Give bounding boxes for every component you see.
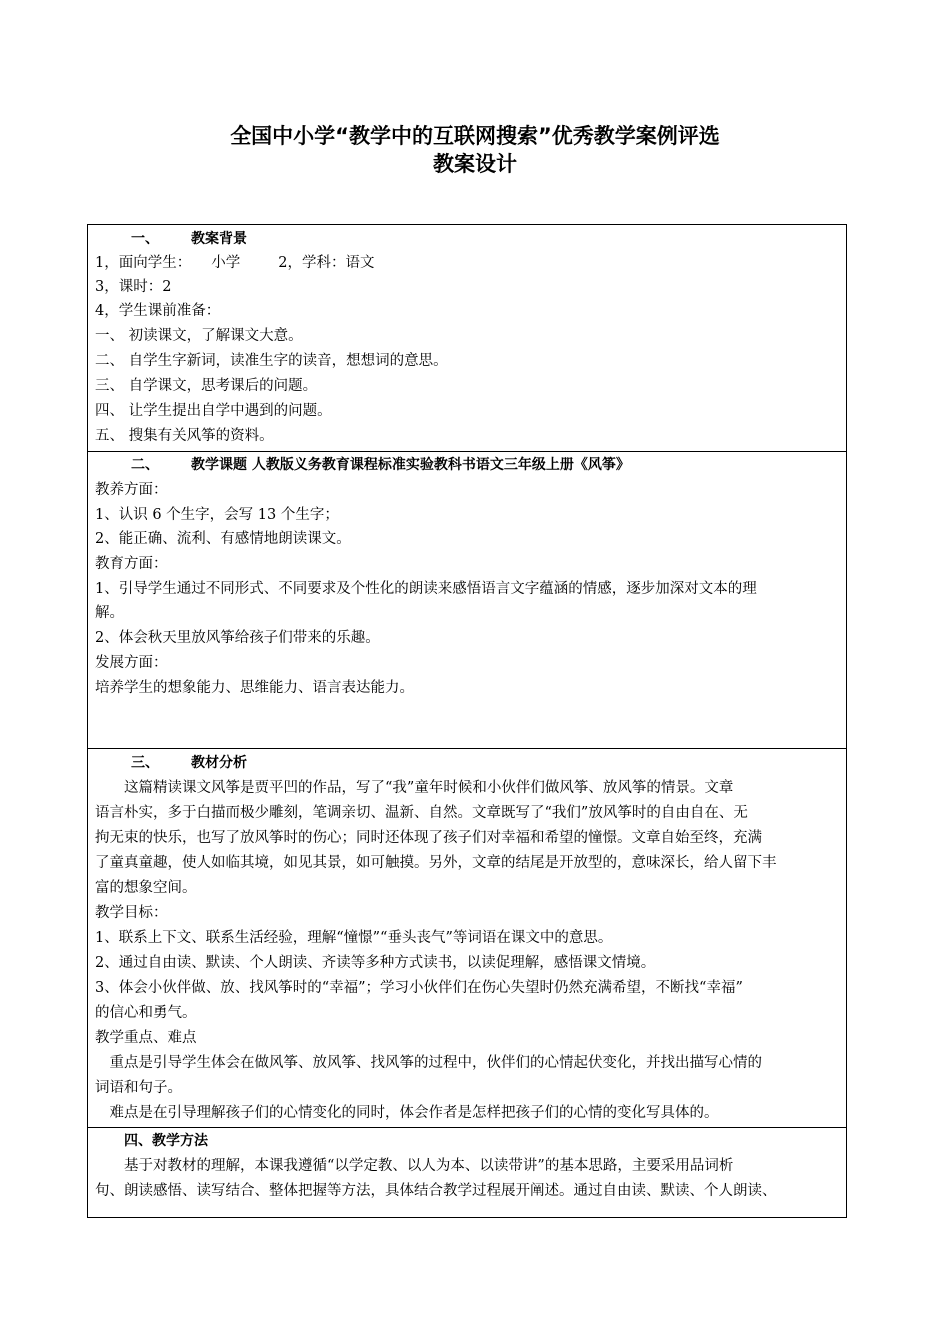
teaching-goals-label: 教学目标： (95, 905, 168, 921)
prep-item: 四、 让学生提出自学中遇到的问题。 (95, 403, 332, 419)
document-title: 全国中小学“教学中的互联网搜索”优秀教学案例评选 (230, 124, 720, 148)
method-paragraph-line: 基于对教材的理解，本课我遵循“以学定教、以人为本、以读带讲”的基本思路，主要采用品词析 (95, 1158, 734, 1174)
key-point: 难点是在引导理解孩子们的心情变化的同时，体会作者是怎样把孩子们的心情的变化写具体的。 (95, 1105, 719, 1121)
prep-item: 五、 搜集有关风筝的资料。 (95, 428, 274, 444)
section-4-heading: 四、教学方法 (124, 1133, 208, 1149)
section-2-heading: 二、 教学课题 人教版义务教育课程标准实验教科书语文三年级上册《风筝》 (131, 457, 630, 473)
section-divider (88, 748, 846, 749)
objective-line: 教育方面： (95, 556, 168, 572)
analysis-paragraph-line: 富的想象空间。 (95, 880, 197, 896)
prep-item: 三、 自学课文，思考课后的问题。 (95, 378, 318, 394)
analysis-paragraph-line: 了童真童趣，使人如临其境，如见其景，如可触摸。另外，文章的结尾是开放型的，意味深长，给人留下丰 (95, 855, 777, 871)
prep-item: 二、 自学生字新词，读准生字的读音，想想词的意思。 (95, 353, 448, 369)
objective-line: 1、认识 6 个生字，会写 13 个生字； (95, 507, 339, 523)
teaching-goal: 的信心和勇气。 (95, 1005, 197, 1021)
teaching-goal: 1、联系上下文、联系生活经验，理解“憧憬”“垂头丧气”等词语在课文中的意思。 (95, 930, 613, 946)
objective-line: 培养学生的想象能力、思维能力、语言表达能力。 (95, 680, 414, 696)
key-point: 重点是引导学生体会在做风筝、放风筝、找风筝的过程中，伙伴们的心情起伏变化，并找出描写心情的 (95, 1055, 762, 1071)
analysis-paragraph-line: 拘无束的快乐，也写了放风筝时的伤心；同时还体现了孩子们对幸福和希望的憧憬。文章自始至终，充满 (95, 830, 762, 846)
objective-line: 教养方面： (95, 482, 168, 498)
section-divider (88, 1127, 846, 1128)
preparation-label: 4，学生课前准备： (95, 303, 221, 319)
teaching-goal: 2、通过自由读、默读、个人朗读、齐读等多种方式读书，以读促理解，感悟课文情境。 (95, 955, 656, 971)
section-divider (88, 451, 846, 452)
target-students-line: 1，面向学生： 小学 2，学科：语文 (95, 255, 375, 271)
objective-line: 发展方面： (95, 655, 168, 671)
analysis-paragraph-line: 语言朴实，多于白描而极少雕刻，笔调亲切、温新、自然。文章既写了“我们”放风筝时的自由自在、无 (95, 805, 748, 821)
section-3-heading: 三、 教材分析 (131, 755, 247, 771)
section-1-heading: 一、 教案背景 (131, 231, 247, 247)
key-point: 词语和句子。 (95, 1080, 182, 1096)
objective-line: 解。 (95, 605, 124, 621)
method-paragraph-line: 句、朗读感悟、读写结合、整体把握等方法，具体结合教学过程展开阐述。通过自由读、默读、个人朗读、 (95, 1183, 777, 1199)
document-subtitle: 教案设计 (433, 152, 517, 176)
class-hours-line: 3，课时：2 (95, 279, 172, 295)
analysis-paragraph-line: 这篇精读课文风筝是贾平凹的作品，写了“我”童年时候和小伙伴们做风筝、放风筝的情景。文章 (95, 780, 734, 796)
prep-item: 一、 初读课文，了解课文大意。 (95, 328, 303, 344)
lesson-plan-table (87, 224, 847, 1218)
objective-line: 2、体会秋天里放风筝给孩子们带来的乐趣。 (95, 630, 380, 646)
objective-line: 1、引导学生通过不同形式、不同要求及个性化的朗读来感悟语言文字蕴涵的情感，逐步加深对文本的理 (95, 581, 757, 597)
key-points-label: 教学重点、难点 (95, 1030, 197, 1046)
objective-line: 2、能正确、流利、有感情地朗读课文。 (95, 531, 351, 547)
teaching-goal: 3、体会小伙伴做、放、找风筝时的“幸福”；学习小伙伴们在伤心失望时仍然充满希望，不断找“幸福” (95, 980, 743, 996)
